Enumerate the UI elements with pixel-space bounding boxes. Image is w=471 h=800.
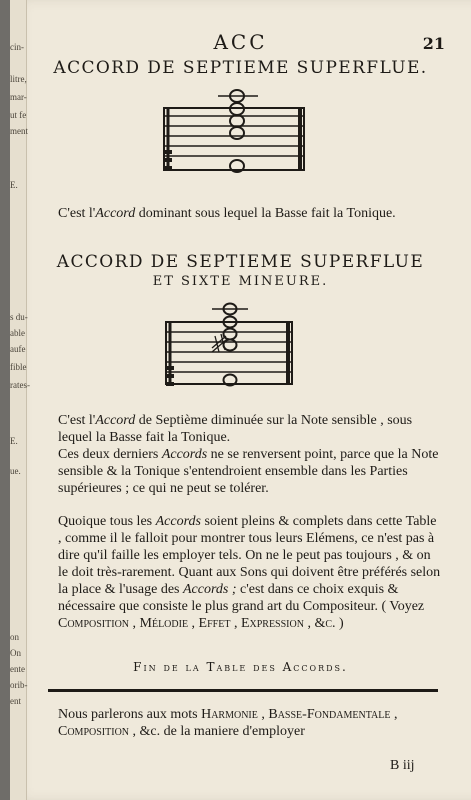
- separator-rule: [48, 689, 438, 692]
- signature-mark: B iij: [390, 758, 415, 773]
- margin-fragment: ente: [10, 664, 25, 674]
- chord-diagram-2: [160, 300, 300, 400]
- running-head: ACC: [213, 30, 268, 54]
- footer-paragraph: Nous parlerons aux mots Harmonie , Basse-Fondamentale , Composition , &c. de la maniere d'employer: [58, 707, 398, 739]
- margin-fragment: s du-: [10, 312, 28, 322]
- end-of-table-line: Fin de la Table des Accords.: [133, 660, 348, 674]
- margin-fragment: ue.: [10, 466, 21, 476]
- book-page: [10, 0, 471, 800]
- margin-fragment: ut fe: [10, 110, 27, 120]
- page-number: 21: [422, 34, 445, 53]
- margin-fragment: E.: [10, 180, 18, 190]
- section2-paragraph-3: Quoique tous les Accords soient pleins & complets dans cette Table , comme il le falloit pour montrer tous leurs Elémens, ce n'est pas à dire qu'il faille les employer tels. On ne le peut pas toujours , & on le doit très-rarement. Quant aux Sons qui doivent être préférés selon la place & l'usage des Accords ; c'est dans ce choix exquis & nécessaire que consiste le plus grand art du Compositeur. ( Voyez Composition , Mélodie , Effet , Expression , &c. ): [58, 514, 441, 631]
- section-title-septieme-superflue: ACCORD DE SEPTIEME SUPERFLUE.: [53, 58, 428, 78]
- margin-fragment: mar-: [10, 92, 27, 102]
- margin-fragment: on: [10, 632, 19, 642]
- section-title-septieme-sixte: ACCORD DE SEPTIEME SUPERFLUE: [56, 252, 425, 272]
- margin-fragment: fible: [10, 362, 27, 372]
- section2-paragraph-1: C'est l'Accord de Septième diminuée sur la Note sensible , sous lequel la Basse fait la Tonique.: [58, 413, 413, 445]
- bass-clef-mark: [166, 366, 174, 386]
- section1-text: C'est l'Accord dominant sous lequel la Basse fait la Tonique.: [58, 206, 396, 221]
- note-head: [224, 329, 237, 340]
- chord-diagram-1: [158, 88, 313, 180]
- previous-page-margin: [10, 0, 30, 800]
- bass-clef-mark: [164, 150, 172, 170]
- margin-fragment: rates-: [10, 380, 30, 390]
- margin-fragment: able: [10, 328, 25, 338]
- margin-fragment: E.: [10, 436, 18, 446]
- note-head: [230, 127, 244, 139]
- margin-fragment: litre,: [10, 74, 27, 84]
- section-subtitle: ET SIXTE MINEURE.: [152, 274, 329, 289]
- margin-fragment: ent: [10, 696, 21, 706]
- margin-fragment: cin-: [10, 42, 24, 52]
- margin-fragment: ment: [10, 126, 28, 136]
- margin-fragment: orib-: [10, 680, 28, 690]
- margin-fragment: On: [10, 648, 21, 658]
- margin-fragment: aufe: [10, 344, 26, 354]
- section2-paragraph-2: Ces deux derniers Accords ne se renversent point, parce que la Note sensible & la Tonique s'entendroient ensemble dans les Parties supérieures ; ce qui ne peut se tolérer.: [58, 447, 439, 496]
- note-head: [230, 115, 244, 127]
